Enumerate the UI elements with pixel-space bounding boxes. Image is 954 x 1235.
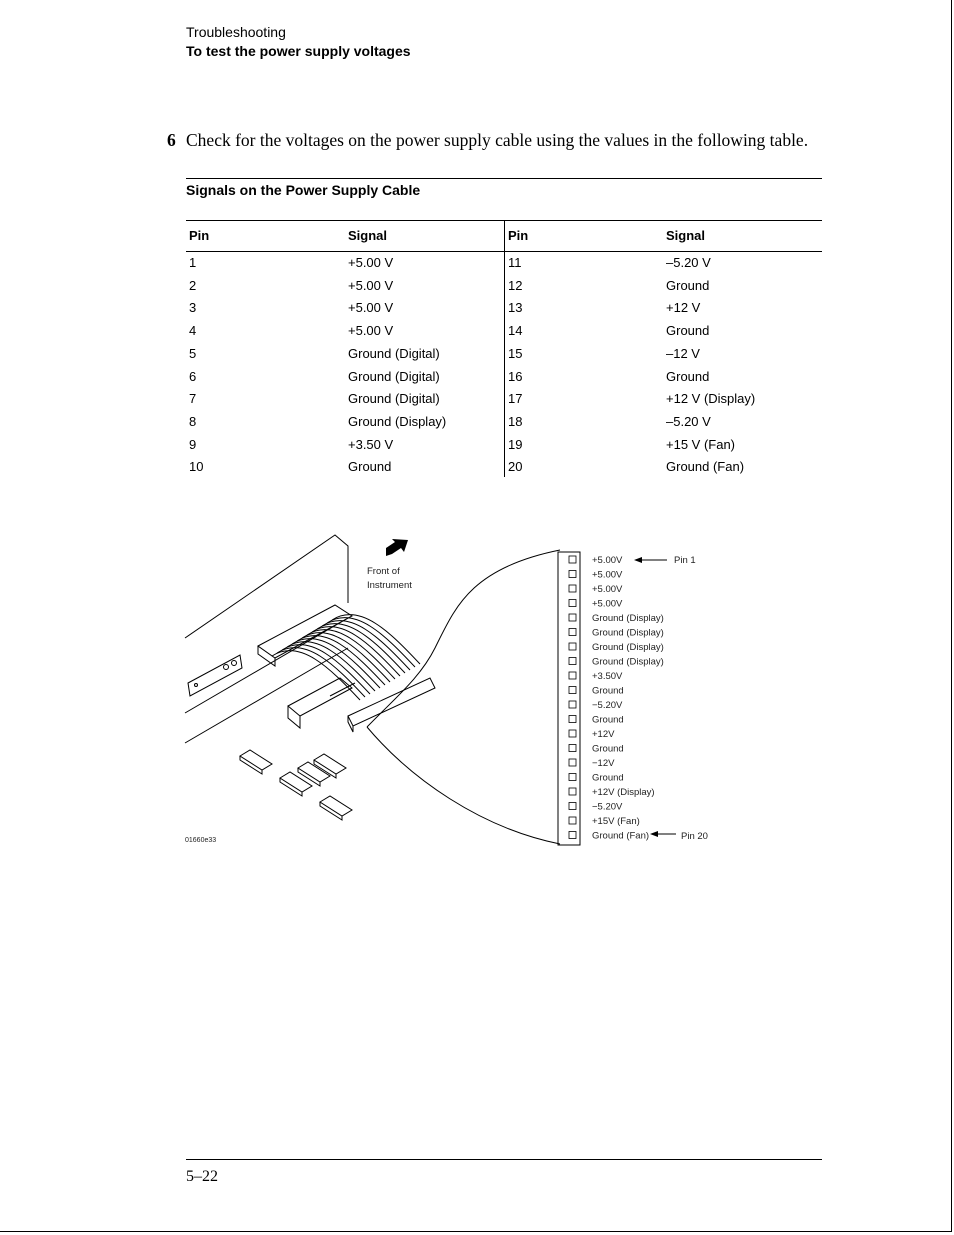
table-cell-signal: Ground (348, 459, 392, 475)
running-header-section: Troubleshooting (186, 24, 286, 40)
pin-label: Ground (592, 714, 624, 726)
table-cell-pin: 19 (508, 436, 523, 452)
cable-diagram (180, 528, 740, 858)
pin-square (569, 745, 576, 752)
pin-label: +15V (Fan) (592, 816, 640, 827)
cable-connector (348, 678, 435, 732)
table-cell-pin: 7 (189, 391, 197, 407)
table-cell-pin: 20 (508, 459, 523, 475)
front-label-line1: Front of (367, 566, 400, 577)
table-cell-pin: 14 (508, 323, 523, 339)
pin-label: +3.50V (592, 671, 623, 682)
pin-label: +12V (Display) (592, 787, 655, 798)
pin-square (569, 658, 576, 665)
pin-square (569, 774, 576, 781)
table-cell-pin: 2 (189, 277, 197, 293)
table-cell-pin: 16 (508, 368, 523, 384)
pin-square (569, 571, 576, 578)
table-cell-signal: Ground (666, 368, 710, 384)
pin-label: +5.00V (592, 598, 623, 610)
chassis-bracket (188, 655, 242, 696)
step-text: Check for the voltages on the power supply cable using the values in the following table. (186, 130, 809, 150)
pin1-arrow-head (634, 557, 642, 563)
front-arrow-icon (386, 539, 408, 556)
chip-1 (240, 750, 272, 774)
page-number: 5–22 (186, 1168, 218, 1185)
running-header-title: To test the power supply voltages (186, 43, 411, 59)
table-cell-signal: –5.20 V (666, 413, 711, 429)
table-cell-pin: 17 (508, 391, 523, 407)
table-cell-pin: 3 (189, 300, 197, 316)
table-cell-signal: +5.00 V (348, 300, 394, 316)
table-cell-signal: +5.00 V (348, 277, 394, 293)
slot-line (330, 683, 355, 696)
chassis-edge (185, 648, 348, 743)
pin-label: Ground (592, 772, 624, 784)
pin-square (569, 701, 576, 708)
bracket-screw-2 (232, 661, 237, 666)
pin-label: Ground (Fan) (592, 830, 650, 842)
pin-square (569, 687, 576, 694)
table-cell-pin: 11 (508, 255, 522, 270)
page-border-bottom (0, 1231, 952, 1232)
table-cell-pin: 12 (508, 277, 523, 293)
pin-label: Ground (Display) (592, 656, 664, 668)
table-cell-pin: 15 (508, 345, 523, 361)
table-top-rule (186, 178, 822, 179)
table-cell-signal: +12 V (666, 300, 701, 316)
power-cable-figure (180, 528, 740, 858)
pin-label: −12V (592, 758, 615, 769)
table-cell-signal: +12 V (Display) (666, 391, 756, 407)
pin-label: Ground (592, 685, 624, 697)
pin-square (569, 817, 576, 824)
front-label-line2: Instrument (367, 580, 412, 591)
column-header-signal: Signal (348, 228, 388, 243)
pin1-label: Pin 1 (674, 555, 696, 566)
pin-label: Ground (Display) (592, 642, 664, 653)
table-cell-signal: +5.00 V (348, 323, 394, 339)
pin-square (569, 643, 576, 650)
pin-label: +5.00V (592, 569, 623, 581)
pin-square (569, 614, 576, 621)
table-cell-signal: Ground (Display) (348, 413, 447, 429)
pin-square (569, 788, 576, 795)
chip-4 (314, 754, 346, 778)
page-border-right (951, 0, 952, 1232)
table-cell-pin: 1 (189, 255, 197, 270)
pin-square (569, 730, 576, 737)
table-cell-signal: Ground (666, 277, 710, 293)
chip-2 (280, 772, 312, 796)
table-cell-signal: +3.50 V (348, 436, 394, 452)
footer-rule (186, 1159, 822, 1160)
pin20-label: Pin 20 (681, 831, 708, 842)
chip-3 (298, 762, 330, 786)
pin-label: −5.20V (592, 801, 623, 813)
pin-label: +5.00V (592, 584, 623, 595)
magnify-line-bottom (367, 727, 560, 844)
slot-block-1 (288, 678, 352, 728)
bracket-screw-1 (224, 665, 229, 670)
table-cell-pin: 6 (189, 368, 197, 384)
table-cell-signal: +5.00 V (348, 255, 394, 270)
table-cell-signal: Ground (Digital) (348, 391, 440, 407)
step-number: 6 (167, 130, 176, 150)
table-cell-signal: Ground (Digital) (348, 345, 440, 361)
chassis-outline (185, 535, 348, 638)
column-header-signal: Signal (666, 228, 706, 243)
pin-square (569, 759, 576, 766)
chip-5 (320, 796, 352, 820)
bracket-screw-3 (195, 684, 198, 687)
pin-square (569, 672, 576, 679)
table-cell-pin: 18 (508, 413, 523, 429)
table-column-divider (504, 220, 505, 477)
table-cell-pin: 10 (189, 459, 204, 475)
pin-square (569, 585, 576, 592)
table-cell-pin: 13 (508, 300, 523, 316)
table-cell-pin: 5 (189, 345, 197, 361)
table-cell-signal: Ground (666, 323, 710, 339)
table-cell-signal: +15 V (Fan) (666, 436, 736, 452)
column-header-pin: Pin (508, 228, 529, 243)
pin-square (569, 716, 576, 723)
pin-square (569, 803, 576, 810)
pin-label: −5.20V (592, 700, 623, 711)
table-header-bottom-rule (186, 251, 822, 252)
pin-squares (569, 555, 664, 842)
pin-label: Ground (592, 743, 624, 755)
table-cell-signal: –12 V (666, 345, 700, 361)
pin-square (569, 556, 576, 563)
table-cell-signal: Ground (Fan) (666, 459, 745, 475)
column-header-pin: Pin (189, 228, 210, 243)
pin-square (569, 832, 576, 839)
pin-label: Ground (Display) (592, 613, 664, 624)
table-cell-signal: Ground (Digital) (348, 368, 440, 384)
figure-id: 01660e33 (185, 837, 217, 844)
board-connector-top (258, 605, 352, 658)
table-caption: Signals on the Power Supply Cable (186, 182, 421, 198)
pin-label: Ground (Display) (592, 627, 664, 639)
table-cell-pin: 8 (189, 413, 197, 429)
table-cell-signal: –5.20 V (666, 255, 711, 270)
pin-label: +12V (592, 729, 615, 740)
pin-connector-block (558, 552, 580, 845)
pin-square (569, 600, 576, 607)
table-cell-pin: 9 (189, 436, 197, 452)
table-cell-pin: 4 (189, 323, 197, 339)
pin-label: +5.00V (592, 555, 623, 566)
pin-square (569, 629, 576, 636)
pin20-arrow-head (650, 831, 658, 837)
